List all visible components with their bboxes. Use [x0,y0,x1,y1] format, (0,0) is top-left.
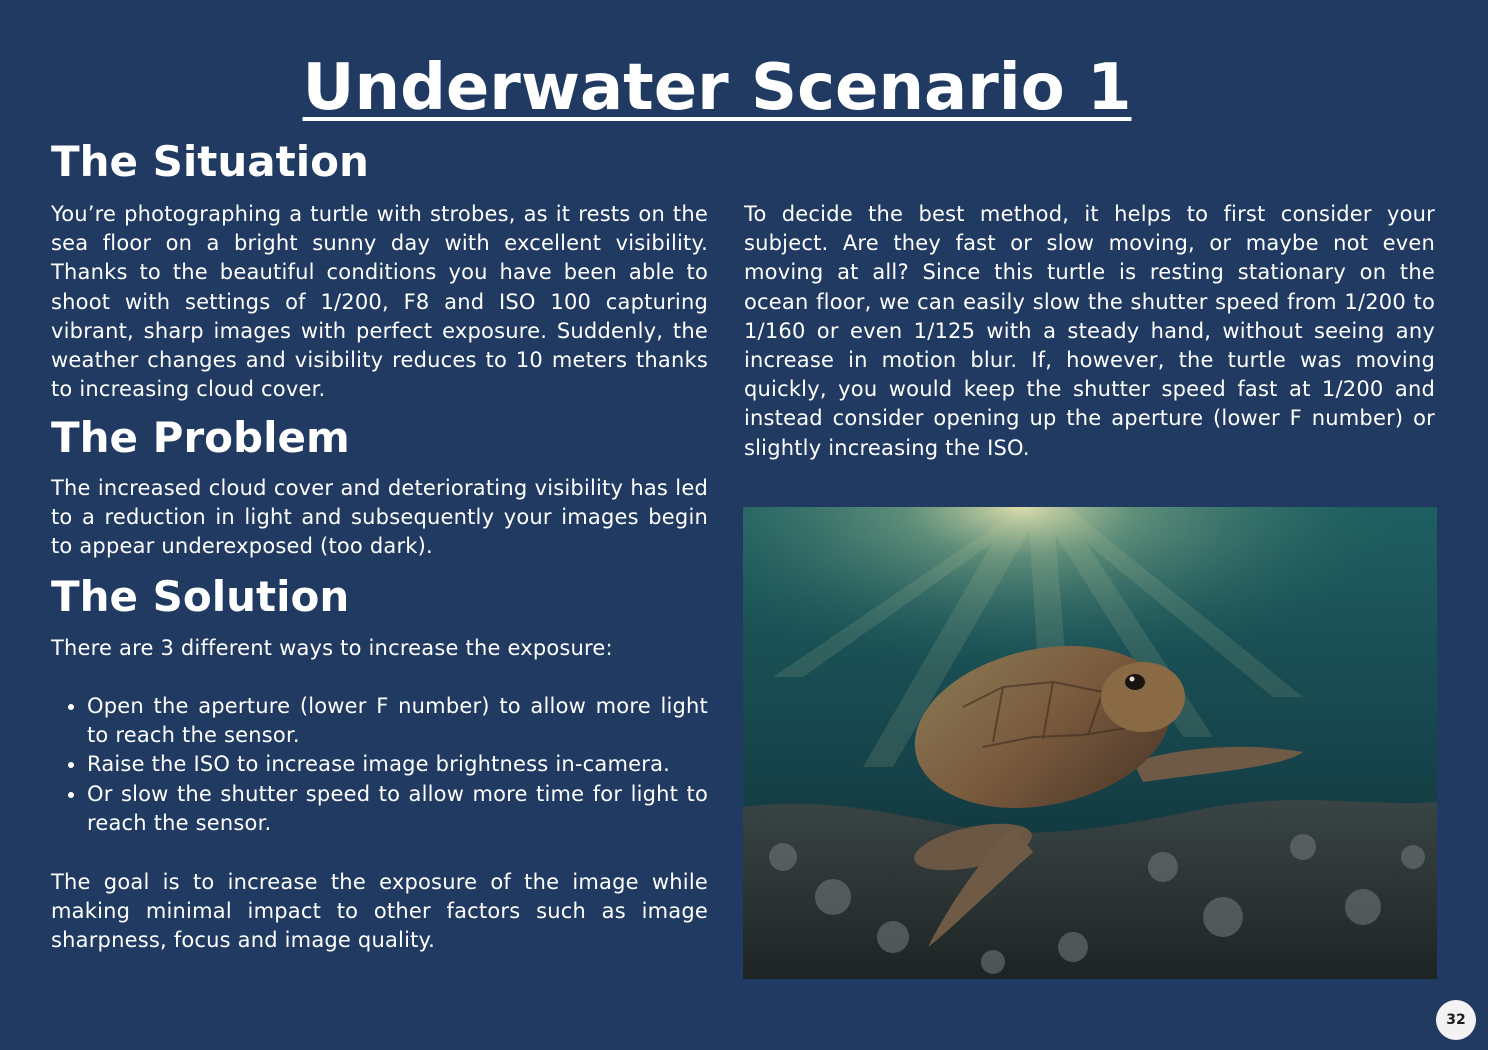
bullet-item-shutter: • Or slow the shutter speed to allow more time for light to reach the sensor. [87,780,708,838]
page-title-text: Underwater Scenario 1 [302,51,1132,125]
situation-text: You’re photographing a turtle with strobes, as it rests on the sea floor on a bright sunny day with excellent visibility. Thanks to the beautiful conditions you have been able to shoot with settings of 1/200, F8 and ISO 100 capturing vibrant, sharp images with perfect exposure. Suddenly, the weather changes and visibility reduces to 10 meters thanks to increasing cloud cover. [51,202,708,402]
turtle-photo [743,507,1437,979]
bullet-item-aperture: • Open the aperture (lower F number) to allow more light to reach the sensor. [87,692,708,750]
method-explanation-text: To decide the best method, it helps to first consider your subject. Are they fast or slow moving, or maybe not even moving at all? Since this turtle is resting stationary on the ocean floor, we can easily slow the shutter speed from 1/200 to 1/160 or even 1/125 with a steady hand, without seeing any increase in motion blur. If, however, the turtle was moving quickly, you would keep the shutter speed fast at 1/200 and instead consider opening up the aperture (lower F number) or slightly increasing the ISO. [744,202,1435,460]
page-title [0,48,1434,128]
solution-bullet-list [51,692,708,838]
page-number-badge: 32 [1436,1000,1476,1040]
problem-text: The increased cloud cover and deteriorating visibility has led to a reduction in light and subsequently your images begin to appear underexposed (too dark). [51,476,708,559]
situation-heading: The Situation [51,137,369,186]
solution-heading: The Solution [51,572,350,621]
solution-intro: There are 3 different ways to increase the exposure: [51,636,613,660]
problem-heading: The Problem [51,413,350,462]
bullet-item-iso: • Raise the ISO to increase image brightness in-camera. [87,750,708,779]
solution-goal-text: The goal is to increase the exposure of the image while making minimal impact to other factors such as image sharpness, focus and image quality. [51,870,708,953]
